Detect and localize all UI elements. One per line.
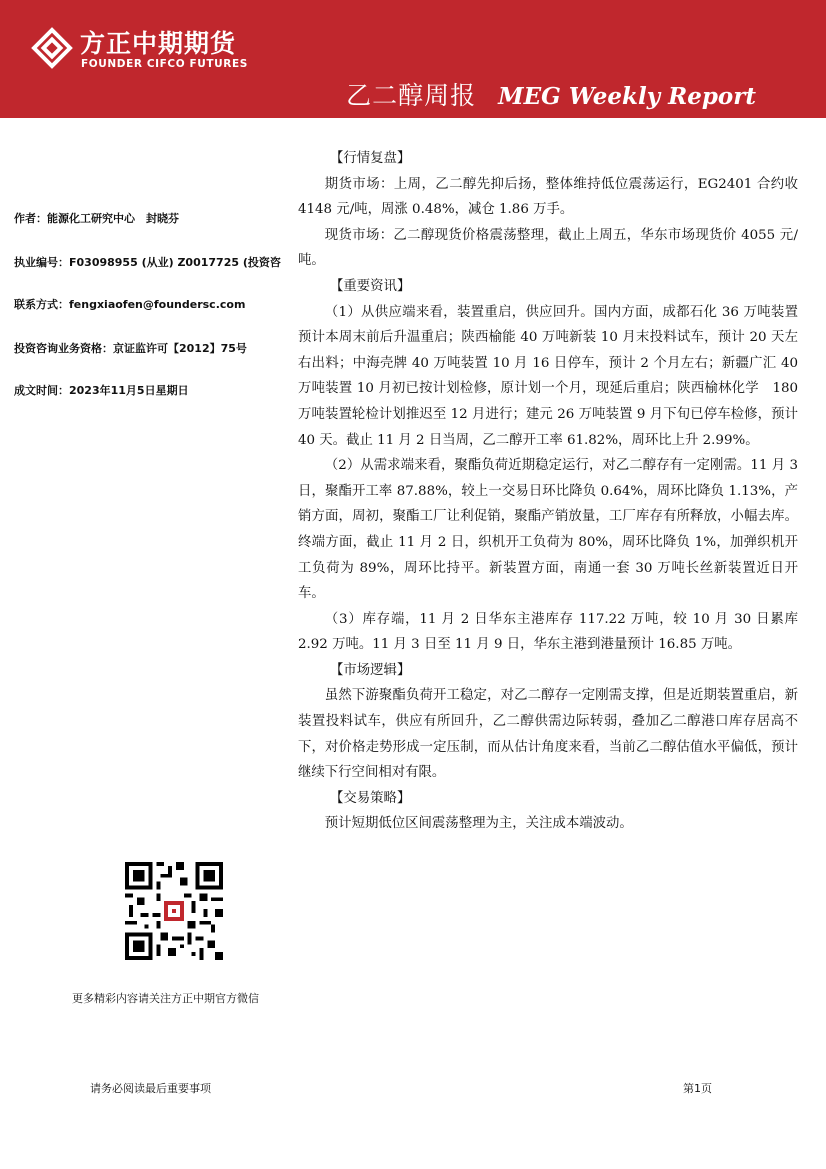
date-label: 成文时间： [14, 384, 69, 397]
report-title-cn: 乙二醇周报 [346, 81, 477, 110]
section-title-key-news: 【重要资讯】 [330, 278, 411, 294]
paragraph: 期货市场：上周，乙二醇先抑后扬，整体维持低位震荡运行，EG2401 合约收 4148 元/吨，周涨 0.48%，减仓 1.86 万手。 [298, 176, 798, 218]
report-title [346, 76, 756, 112]
wechat-qr-code[interactable] [125, 862, 223, 960]
paragraph: （1）从供应端来看，装置重启，供应回升。国内方面，成都石化 36 万吨装置预计本周末前后升温重启；陕西榆能 40 万吨新装 10 月末投料试车，预计 20 天左右出料；中海壳牌 40 万吨装置 10 月 16 日停车，预计 2 个月左右；新疆广汇 40 万吨装置 10 月初已按计划检修，原计划一个月，现延后重启；陕西榆林化学 180 万吨装置轮检计划推迟至 12 月进行；建元 26 万吨装置 9 月下旬已停车检修，预计 40 天。截止 11 月 2 日当周，乙二醇开工率 61.82%，周环比上升 2.99%。 [298, 304, 812, 448]
license-value: F03098955 (从业) Z0017725 (投资咨 [69, 256, 281, 269]
license-label: 执业编号： [14, 256, 69, 269]
footer-notice: 请务必阅读最后重要事项 [90, 1082, 211, 1095]
qr-caption: 更多精彩内容请关注方正中期官方微信 [72, 992, 259, 1005]
report-body [298, 146, 812, 837]
founder-logo-icon [30, 26, 74, 70]
logo-cn: 方正中期期货 [80, 29, 237, 58]
section-title-trading-strategy: 【交易策略】 [330, 790, 411, 806]
license-line [14, 254, 284, 270]
section-title-market-logic: 【市场逻辑】 [330, 662, 411, 678]
paragraph: 现货市场：乙二醇现货价格震荡整理，截止上周五，华东市场现货价 4055 元/吨。 [298, 227, 798, 269]
qualification-value: 京证监许可【2012】75号 [113, 342, 247, 355]
report-title-en: MEG Weekly Report [498, 83, 756, 110]
qualification-label: 投资咨询业务资格： [14, 342, 113, 355]
paragraph: 预计短期低位区间震荡整理为主，关注成本端波动。 [324, 816, 633, 832]
date-line [14, 382, 284, 398]
author-label: 作者： [14, 212, 47, 225]
header-banner [0, 0, 826, 118]
paragraph: （2）从需求端来看，聚酯负荷近期稳定运行，对乙二醇存有一定刚需。11 月 3 日，聚酯开工率 87.88%，较上一交易日环比降负 0.64%，周环比降负 1.13%，产销方面，周初，聚酯工厂让利促销，聚酯产销放量，工厂库存有所释放，小幅去库。终端方面，截止 11 月 2 日，织机开工负荷为 80%，周环比降负 1%，加弹织机开工负荷为 89%，周环比持平。新装置方面，南通一套 30 万吨长丝新装置近日开车。 [298, 458, 798, 602]
page-number: 第1页 [683, 1082, 712, 1095]
qualification-line [14, 340, 284, 356]
logo-en: FOUNDER CIFCO FUTURES [81, 58, 248, 70]
section-title-market-review: 【行情复盘】 [330, 151, 411, 166]
contact-label: 联系方式： [14, 298, 69, 311]
paragraph: 虽然下游聚酯负荷开工稳定，对乙二醇存一定刚需支撑，但是近期装置重启，新装置投料试车，供应有所回升，乙二醇供需边际转弱，叠加乙二醇港口库存居高不下，对价格走势形成一定压制，而从估计角度来看，当前乙二醇估值水平偏低，预计继续下行空间相对有限。 [298, 688, 798, 781]
contact-value[interactable]: fengxiaofen@foundersc.com [69, 298, 246, 311]
author-line [14, 210, 284, 226]
date-value: 2023年11月5日星期日 [69, 384, 189, 397]
author-value: 能源化工研究中心 封晓芬 [47, 212, 179, 225]
paragraph: （3）库存端，11 月 2 日华东主港库存 117.22 万吨，较 10 月 30 日累库 2.92 万吨。11 月 3 日至 11 月 9 日，华东主港到港量预计 16.85 万吨。 [298, 611, 798, 653]
contact-line [14, 296, 284, 312]
